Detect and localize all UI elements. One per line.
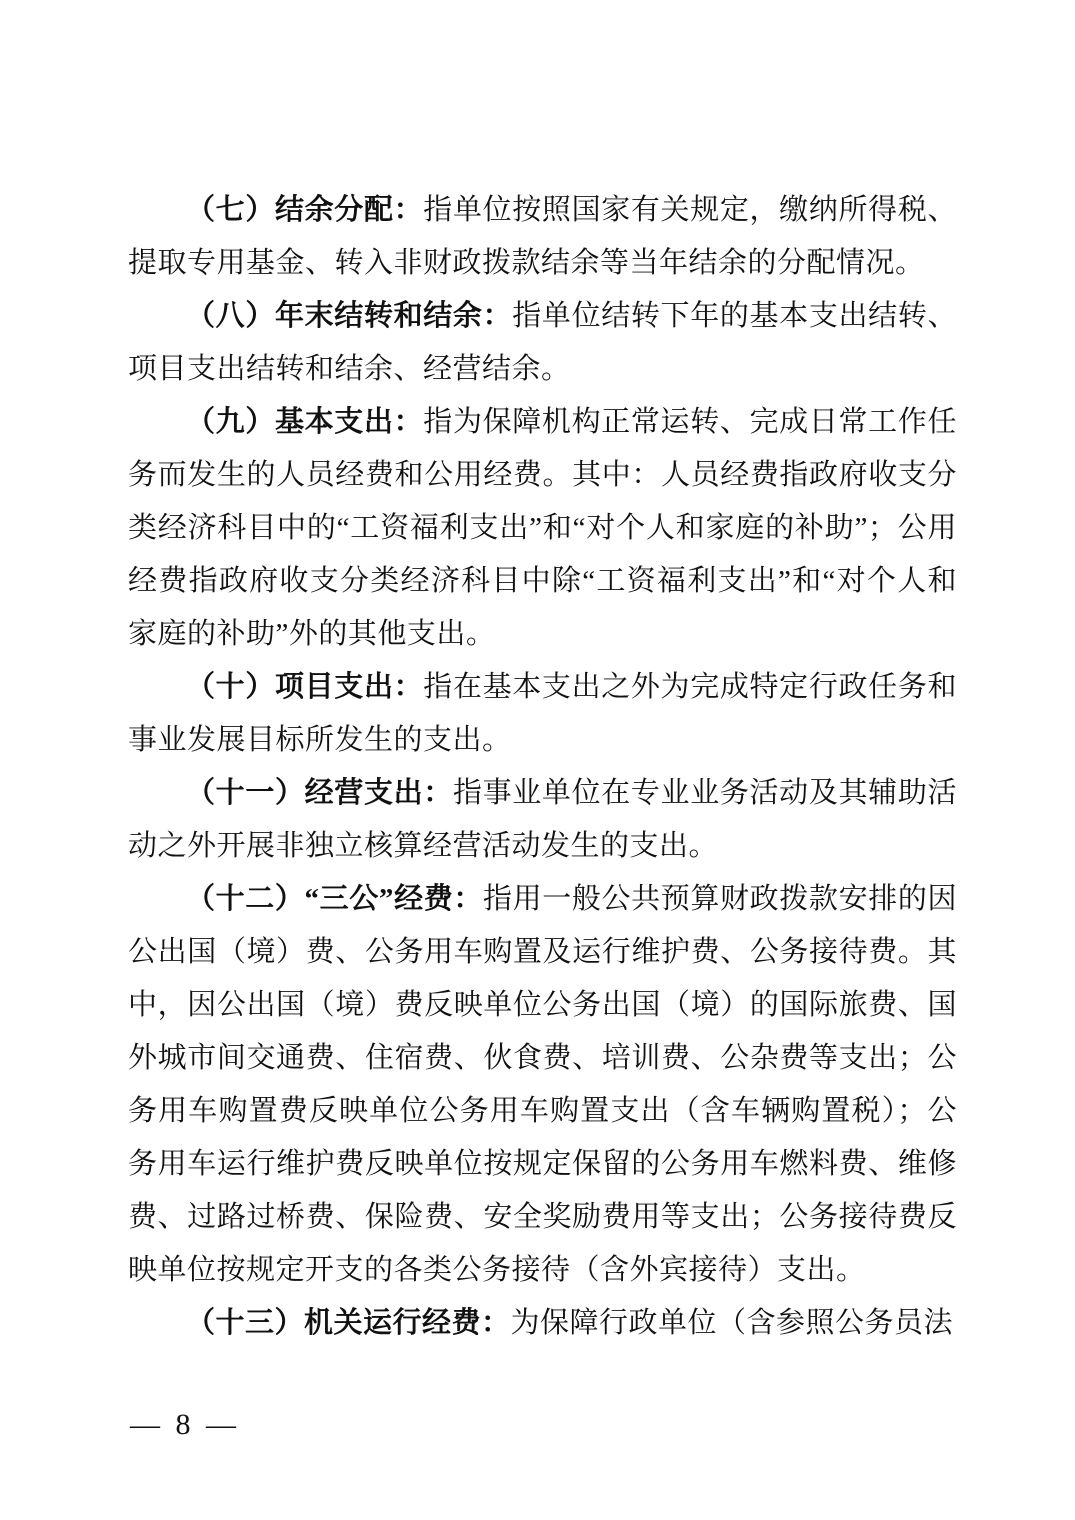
paragraph-13-jiguan-yunxing [128, 1297, 957, 1350]
paragraph-text: 指为保障机构正常运转、完成日常工作任务而发生的人员经费和公用经费。其中：人员经费指政府收支分类经济科目中的“工资福利支出”和“对个人和家庭的补助”；公用经费指政府收支分类经济科目中除“工资福利支出”和“对个人和家庭的补助”外的其他支出。 [128, 406, 957, 650]
paragraph-heading: （七）结余分配： [186, 194, 424, 226]
paragraph-text: 指用一般公共预算财政拨款安排的因公出国（境）费、公务用车购置及运行维护费、公务接待费。其中，因公出国（境）费反映单位公务出国（境）的国际旅费、国外城市间交通费、住宿费、伙食费、培训费、公杂费等支出；公务用车购置费反映单位公务用车购置支出（含车辆购置税）；公务用车运行维护费反映单位按规定保留的公务用车燃料费、维修费、过路过桥费、保险费、安全奖励费用等支出；公务接待费反映单位按规定开支的各类公务接待（含外宾接待）支出。 [128, 883, 957, 1286]
paragraph-12-sangong-jingfei [128, 873, 957, 1297]
paragraph-heading: （十一）经营支出： [186, 777, 453, 809]
paragraph-9-jiben-zhichu [128, 396, 957, 661]
paragraph-11-jingying-zhichu [128, 767, 957, 873]
paragraph-7-jieyu-fenpei [128, 184, 957, 290]
paragraph-heading: （八）年末结转和结余： [186, 300, 513, 332]
paragraph-text: 指单位按照国家有关规定，缴纳所得税、提取专用基金、转入非财政拨款结余等当年结余的分配情况。 [128, 194, 957, 279]
page-number [130, 1408, 240, 1442]
paragraph-text: 指在基本支出之外为完成特定行政任务和事业发展目标所发生的支出。 [128, 671, 957, 756]
paragraph-text: 指单位结转下年的基本支出结转、项目支出结转和结余、经营结余。 [128, 300, 957, 385]
paragraph-heading: （十二）“三公”经费： [186, 883, 483, 915]
paragraph-text: 为保障行政单位（含参照公务员法 [510, 1307, 954, 1339]
document-body [128, 0, 957, 1350]
paragraph-10-xiangmu-zhichu [128, 661, 957, 767]
paragraph-heading: （九）基本支出： [186, 406, 424, 438]
page-number-text: — 8 — [130, 1408, 240, 1441]
paragraph-heading: （十）项目支出： [186, 671, 424, 703]
paragraph-heading: （十三）机关运行经费： [186, 1307, 511, 1339]
paragraph-8-nianmo-jiezhuan [128, 290, 957, 396]
paragraph-text: 指事业单位在专业业务活动及其辅助活动之外开展非独立核算经营活动发生的支出。 [128, 777, 957, 862]
